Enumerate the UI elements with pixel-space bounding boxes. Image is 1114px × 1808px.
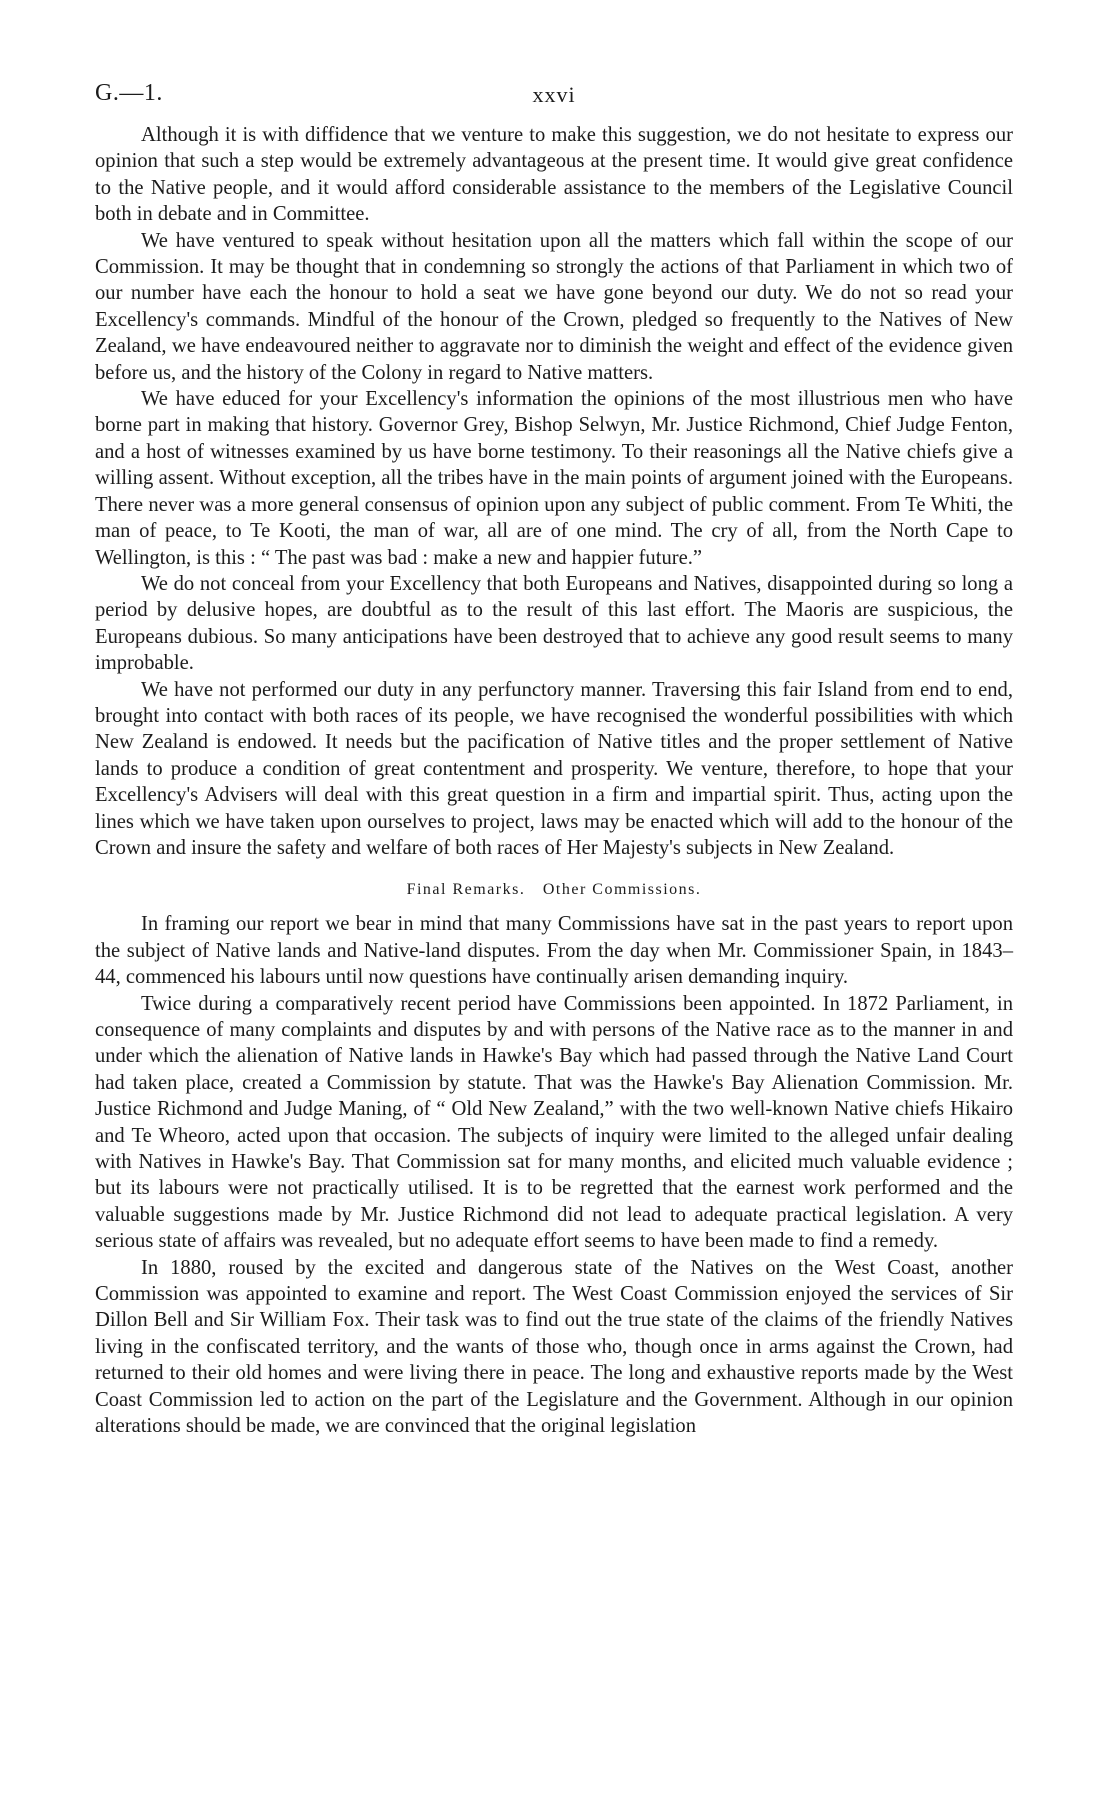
paragraph: In framing our report we bear in mind that many Commissions have sat in the past years to report upon the subject of Native lands and Native-land disputes. From the day when Mr. Commissioner Spain, in 1843–44, commenced his labours until now questions have continually arisen demanding inquiry. — [95, 913, 1013, 989]
report-body-part-2 — [95, 911, 1013, 1439]
section-heading-final-remarks: Final Remarks. — [406, 881, 526, 899]
paragraph: We have ventured to speak without hesitation upon all the matters which fall within the scope of our Commission. It may be thought that in condemning so strongly the actions of that Parliament in which two of our number have each the honour to hold a seat we have gone beyond our duty. We do not so read your Excellency's commands. Mindful of the honour of the Crown, pledged so frequently to the Natives of New Zealand, we have endeavoured neither to aggravate nor to diminish the weight and effect of the evidence given before us, and the history of the Colony in regard to Native matters. — [95, 229, 1013, 384]
paragraph: We do not conceal from your Excellency that both Europeans and Natives, disappointed during so long a period by delusive hopes, are doubtful as to the result of this last effort. The Maoris are suspicious, the Europeans dubious. So many anticipations have been destroyed that to achieve any good result seems to many improbable. — [95, 572, 1013, 675]
section-heading-other-commissions: Other Commissions. — [542, 881, 702, 899]
paragraph: Although it is with diffidence that we venture to make this suggestion, we do not hesitate to express our opinion that such a step would be extremely advantageous at the present time. It would give great confidence to the Native people, and it would afford considerable assistance to the members of the Legislative Council both in debate and in Committee. — [95, 124, 1013, 226]
running-header — [95, 80, 1013, 114]
paragraph: Twice during a comparatively recent period have Commissions been appointed. In 1872 Parliament, in consequence of many complaints and disputes by and with persons of the Native race as to the manner in and under which the alienation of Native lands in Hawke's Bay which had passed through the Native Land Court had taken place, created a Commission by statute. That was the Hawke's Bay Alienation Commission. Mr. Justice Richmond and Judge Maning, of “ Old New Zealand,” with the two well-known Native chiefs Hikairo and Te Wheoro, acted upon that occasion. The subjects of inquiry were limited to the alleged unfair dealing with Natives in Hawke's Bay. That Commission sat for many months, and elicited much valuable evidence ; but its labours were not practically utilised. It is to be regretted that the earnest work performed and the valuable suggestions made by Mr. Justice Richmond did not lead to adequate practical legislation. A very serious state of affairs was revealed, but no adequate effort seems to have been made to find a remedy. — [95, 992, 1013, 1253]
document-reference: G.—1. — [95, 80, 163, 106]
report-body-part-1 — [95, 122, 1013, 861]
paragraph: In 1880, roused by the excited and dangerous state of the Natives on the West Coast, another Commission was appointed to examine and report. The West Coast Commission enjoyed the services of Sir Dillon Bell and Sir William Fox. Their task was to find out the true state of the claims of the friendly Natives living in the confiscated territory, and the wants of those who, though once in arms against the Crown, had returned to their old homes and were living there in peace. The long and exhaustive reports made by the West Coast Commission led to action on the part of the Legislature and the Government. Although in our opinion alterations should be made, we are convinced that the original legislation — [95, 1256, 1013, 1438]
section-heading — [95, 877, 1013, 903]
paragraph: We have educed for your Excellency's information the opinions of the most illustrious men who have borne part in making that history. Governor Grey, Bishop Selwyn, Mr. Justice Richmond, Chief Judge Fenton, and a host of witnesses examined by us have borne testimony. To their reasonings all the Native chiefs give a willing assent. Without exception, all the tribes have in the main points of argument joined with the Europeans. There never was a more general consensus of opinion upon any subject of public comment. From Te Whiti, the man of peace, to Te Kooti, the man of war, all are of one mind. The cry of all, from the North Cape to Wellington, is this : “ The past was bad : make a new and happier future.” — [95, 388, 1013, 569]
document-page — [95, 80, 1013, 1440]
paragraph: We have not performed our duty in any perfunctory manner. Traversing this fair Island from end to end, brought into contact with both races of its people, we have recognised the wonderful possibilities with which New Zealand is endowed. It needs but the pacification of Native titles and the proper settlement of Native lands to produce a condition of great contentment and prosperity. We venture, therefore, to hope that your Excellency's Advisers will deal with this great question in a firm and impartial spirit. Thus, acting upon the lines which we have taken upon ourselves to project, laws may be enacted which will add to the honour of the Crown and insure the safety and welfare of both races of Her Majesty's subjects in New Zealand. — [95, 678, 1013, 859]
page-number: xxvi — [532, 82, 576, 107]
